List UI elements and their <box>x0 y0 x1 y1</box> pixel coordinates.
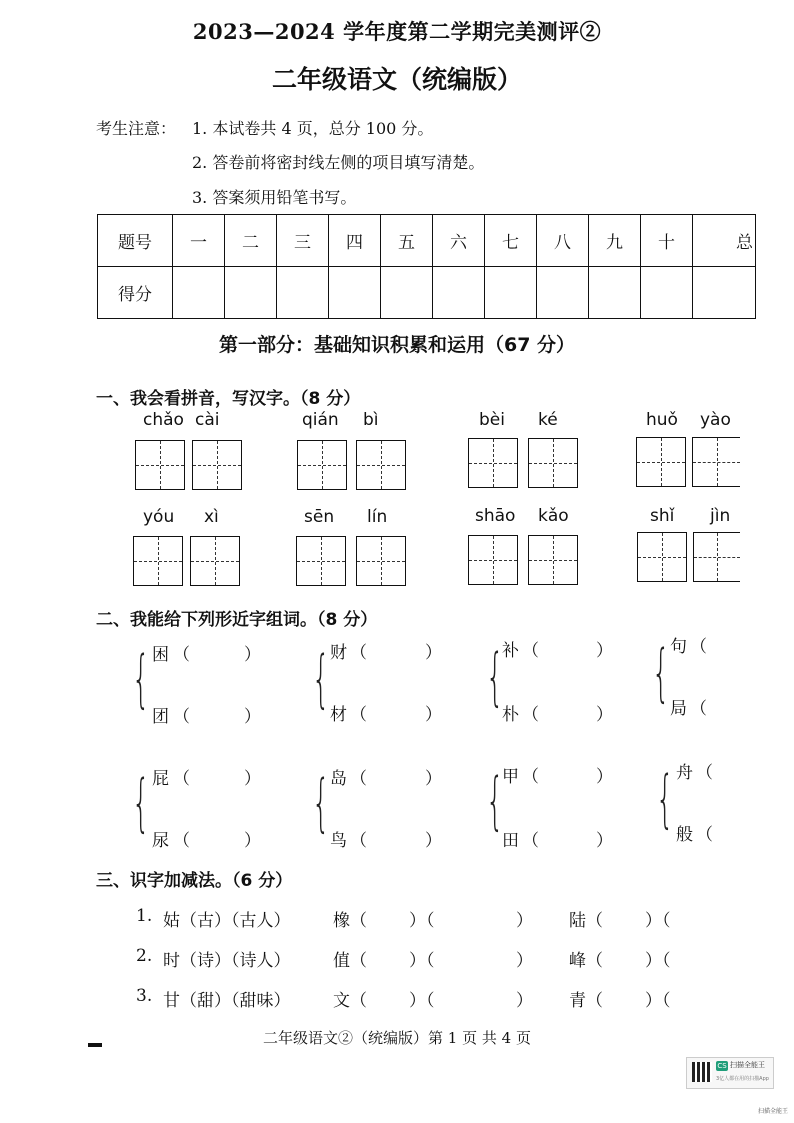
pinyin: xì <box>204 507 219 527</box>
writing-grid[interactable] <box>356 536 406 586</box>
writing-grid[interactable] <box>528 535 578 585</box>
writing-grid[interactable] <box>356 440 406 490</box>
brace: { <box>486 640 504 713</box>
pinyin: qián <box>302 410 339 430</box>
open-paren: （ <box>173 831 190 851</box>
char: 困 <box>152 645 169 665</box>
open-paren: （ <box>350 831 367 851</box>
score-table-col: 总 <box>693 215 756 267</box>
writing-grid[interactable] <box>192 440 242 490</box>
open-paren: （ <box>690 637 707 657</box>
score-cell[interactable] <box>433 267 485 319</box>
char: 鸟 <box>330 831 347 851</box>
brace: { <box>312 766 330 839</box>
brace: { <box>132 766 150 839</box>
score-cell[interactable] <box>329 267 381 319</box>
open-paren: （ <box>696 763 713 783</box>
score-table-col: 一 <box>173 215 225 267</box>
writing-grid[interactable] <box>296 536 346 586</box>
stamp-name: 扫描全能王 <box>730 1061 765 1069</box>
char: 田 <box>502 831 519 851</box>
paren-close: ） <box>516 911 533 931</box>
writing-grid[interactable] <box>190 536 240 586</box>
paren-mid: ）（ <box>645 951 671 971</box>
char-open: 陆（ <box>569 911 603 931</box>
writing-grid[interactable] <box>528 438 578 488</box>
paren-mid: ）（ <box>645 991 671 1011</box>
char: 岛 <box>330 769 347 789</box>
char: 般 <box>676 825 693 845</box>
score-table-col: 十 <box>641 215 693 267</box>
score-cell[interactable] <box>225 267 277 319</box>
char: 朴 <box>502 705 519 725</box>
writing-grid[interactable] <box>297 440 347 490</box>
part-1-heading: 第一部分：基础知识积累和运用（67 分） <box>218 334 576 356</box>
close-paren: ） <box>244 831 261 851</box>
writing-grid[interactable] <box>133 536 183 586</box>
pinyin: bèi <box>479 410 505 430</box>
corner-watermark: 扫描全能王 <box>758 1108 789 1115</box>
char: 尿 <box>152 831 169 851</box>
open-paren: （ <box>522 705 539 725</box>
char: 局 <box>670 699 687 719</box>
score-cell[interactable] <box>537 267 589 319</box>
pinyin: ké <box>538 410 558 430</box>
writing-grid[interactable] <box>135 440 185 490</box>
example: 时（诗）（诗人） <box>163 951 291 971</box>
char: 材 <box>330 705 347 725</box>
close-paren: ） <box>425 705 442 725</box>
char-open: 青（ <box>569 991 603 1011</box>
score-table <box>97 214 756 319</box>
stamp-slogan: 3亿人都在用的扫描App <box>716 1076 769 1082</box>
writing-grid[interactable] <box>468 438 518 488</box>
score-table-col: 三 <box>277 215 329 267</box>
close-paren: ） <box>425 831 442 851</box>
score-cell[interactable] <box>381 267 433 319</box>
brace: { <box>656 762 674 835</box>
pinyin: yóu <box>143 507 175 527</box>
pinyin: huǒ <box>646 410 678 430</box>
question-3-title: 三、识字加减法。（6 分） <box>96 871 293 891</box>
score-table-header-row <box>98 215 756 267</box>
notes-label: 考生注意： <box>96 119 177 138</box>
question-2-title: 二、我能给下列形近字组词。（8 分） <box>96 610 378 630</box>
paren-mid: ）（ <box>409 991 435 1011</box>
char: 团 <box>152 707 169 727</box>
example: 甘（甜）（甜味） <box>163 991 291 1011</box>
open-paren: （ <box>522 767 539 787</box>
pinyin: cài <box>195 410 220 430</box>
example: 姑（古）（古人） <box>163 911 291 931</box>
note-item-3: 3. 答案须用铅笔书写。 <box>192 188 357 207</box>
paren-close: ） <box>516 951 533 971</box>
score-cell[interactable] <box>173 267 225 319</box>
score-table-score-row <box>98 267 756 319</box>
score-cell[interactable] <box>485 267 537 319</box>
score-cell[interactable] <box>277 267 329 319</box>
qr-code-icon <box>692 1062 712 1082</box>
close-paren: ） <box>244 769 261 789</box>
writing-grid[interactable] <box>693 532 740 582</box>
writing-grid[interactable] <box>637 532 687 582</box>
exam-subtitle: 二年级语文（统编版） <box>271 65 522 94</box>
pinyin: shāo <box>475 506 516 526</box>
char: 屁 <box>152 769 169 789</box>
char-open: 文（ <box>333 991 367 1011</box>
open-paren: （ <box>350 705 367 725</box>
camscanner-logo-icon: CS <box>717 1062 727 1070</box>
open-paren: （ <box>690 699 707 719</box>
score-table-row-label: 得分 <box>98 267 173 319</box>
score-table-col: 八 <box>537 215 589 267</box>
paren-close: ） <box>516 991 533 1011</box>
note-item-2: 2. 答卷前将密封线左侧的项目填写清楚。 <box>192 153 485 172</box>
brace: { <box>312 642 330 715</box>
close-paren: ） <box>425 769 442 789</box>
page-footer: 二年级语文②（统编版）第 1 页 共 4 页 <box>263 1029 531 1047</box>
close-paren: ） <box>244 707 261 727</box>
score-cell[interactable] <box>693 267 756 319</box>
char: 舟 <box>676 763 693 783</box>
close-paren: ） <box>596 641 613 661</box>
close-paren: ） <box>596 705 613 725</box>
score-table-col: 四 <box>329 215 381 267</box>
close-paren: ） <box>425 643 442 663</box>
score-table-col: 六 <box>433 215 485 267</box>
note-item-1: 1. 本试卷共 4 页，总分 100 分。 <box>192 119 434 138</box>
char: 补 <box>502 641 519 661</box>
open-paren: （ <box>173 769 190 789</box>
brace: { <box>652 636 670 709</box>
pinyin: yào <box>700 410 731 430</box>
char-open: 橡（ <box>333 911 367 931</box>
open-paren: （ <box>173 645 190 665</box>
char: 甲 <box>502 767 519 787</box>
writing-grid[interactable] <box>468 535 518 585</box>
open-paren: （ <box>350 769 367 789</box>
pinyin: shǐ <box>650 506 675 526</box>
pinyin: kǎo <box>538 506 569 526</box>
open-paren: （ <box>173 707 190 727</box>
score-cell[interactable] <box>641 267 693 319</box>
brace: { <box>132 642 150 715</box>
score-table-col: 五 <box>381 215 433 267</box>
pinyin: lín <box>367 507 388 527</box>
score-table-col: 九 <box>589 215 641 267</box>
row-number: 2. <box>136 946 153 966</box>
pinyin: chǎo <box>143 410 184 430</box>
char: 句 <box>670 637 687 657</box>
score-cell[interactable] <box>589 267 641 319</box>
writing-grid[interactable] <box>692 437 740 487</box>
paren-mid: ）（ <box>409 911 435 931</box>
pinyin: jìn <box>710 506 731 526</box>
brace: { <box>486 764 504 837</box>
score-table-col: 七 <box>485 215 537 267</box>
close-paren: ） <box>596 767 613 787</box>
close-paren: ） <box>244 645 261 665</box>
open-paren: （ <box>350 643 367 663</box>
open-paren: （ <box>522 831 539 851</box>
score-table-row-label: 题号 <box>98 215 173 267</box>
char: 财 <box>330 643 347 663</box>
open-paren: （ <box>522 641 539 661</box>
paren-mid: ）（ <box>409 951 435 971</box>
exam-title: 2023—2024 学年度第二学期完美测评② <box>192 19 602 44</box>
char-open: 峰（ <box>569 951 603 971</box>
row-number: 1. <box>136 906 153 926</box>
pinyin: bì <box>363 410 379 430</box>
question-1-title: 一、我会看拼音，写汉字。（8 分） <box>96 389 361 409</box>
score-table-col: 二 <box>225 215 277 267</box>
open-paren: （ <box>696 825 713 845</box>
row-number: 3. <box>136 986 153 1006</box>
char-open: 值（ <box>333 951 367 971</box>
close-paren: ） <box>596 831 613 851</box>
writing-grid[interactable] <box>636 437 686 487</box>
paren-mid: ）（ <box>645 911 671 931</box>
pinyin: sēn <box>304 507 335 527</box>
